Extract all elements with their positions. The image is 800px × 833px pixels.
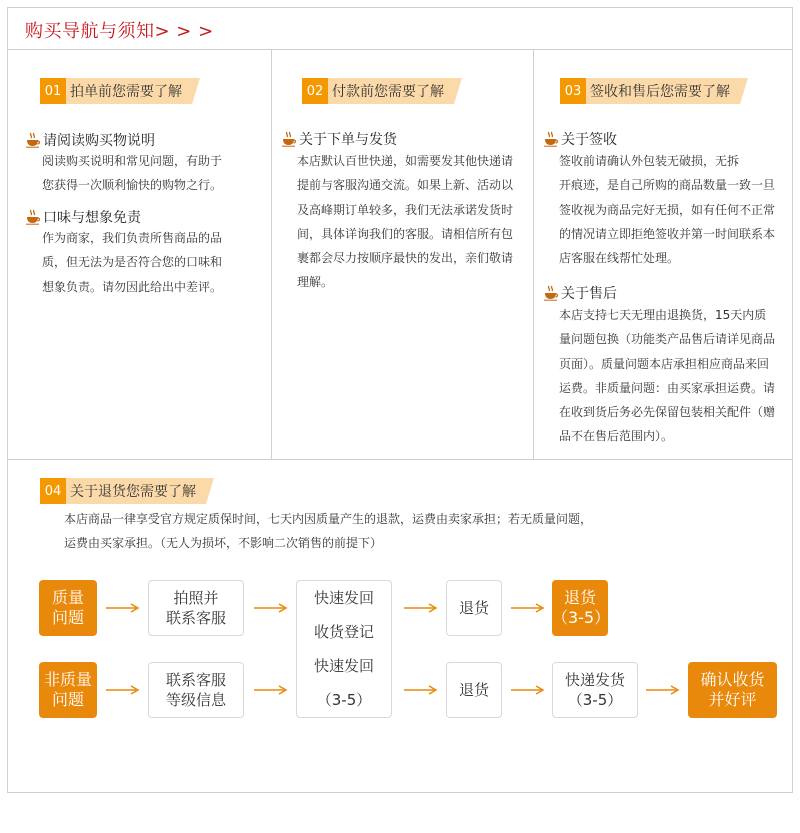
box-label: 退货 <box>458 681 489 699</box>
header-bar <box>8 8 792 50</box>
text-line: 量问题包换（功能类产品售后请详见商品 <box>559 332 776 347</box>
contact-register-box <box>148 662 244 718</box>
text-line: 及高峰期订单较多，我们无法承诺发货时 <box>297 202 514 217</box>
box-label: 联系客服 等级信息 <box>165 671 226 709</box>
text-line: 阅读购买说明和常见问题，有助于 <box>42 154 223 168</box>
text-line: 提前与客服沟通交流。如果上新、活动以 <box>297 178 514 193</box>
column-before-payment <box>272 50 534 460</box>
page-title: 购买导航与须知> > > <box>25 21 214 42</box>
coffee-cup-icon <box>25 209 41 225</box>
ribbon-number: 01 <box>40 78 66 104</box>
ribbon-number: 02 <box>302 78 328 104</box>
text-line: 在收到货后务必先保留包装相关配件（赠 <box>559 405 776 420</box>
box-label: 快速发回 <box>313 657 374 675</box>
ribbon-tail <box>192 78 200 104</box>
section-title: 关于下单与发货 <box>299 132 397 148</box>
refund-box-1 <box>446 580 502 636</box>
section-body <box>559 149 775 270</box>
text-line: 签收前请确认外包装无破损，无拆 <box>559 154 740 168</box>
section-heading <box>543 283 617 303</box>
box-label: 确认收货 并好评 <box>700 670 765 709</box>
text-line: 作为商家，我们负责所售商品的品 <box>42 231 223 245</box>
ribbon-label: 付款前您需要了解 <box>328 78 454 104</box>
refund-box-2 <box>446 662 502 718</box>
box-label: 非质量 问题 <box>43 670 92 709</box>
arrow-right-icon <box>511 685 545 695</box>
section-title: 口味与想象免责 <box>43 210 141 226</box>
arrow-right-icon <box>646 685 680 695</box>
coffee-cup-icon <box>543 285 559 301</box>
return-steps-box <box>296 580 392 718</box>
text-line: 店客服在线帮忙处理。 <box>559 251 680 266</box>
ribbon-03 <box>560 78 748 104</box>
ribbon-tail <box>454 78 462 104</box>
ribbon-label: 签收和售后您需要了解 <box>586 78 740 104</box>
ribbon-label: 关于退货您需要了解 <box>66 478 206 504</box>
ribbon-02 <box>302 78 462 104</box>
text-line: 的情况请立即拒绝签收并第一时间联系本 <box>559 226 776 241</box>
text-line: 运费由买家承担。（无人为损坏，不影响二次销售的前提下） <box>64 536 383 550</box>
ribbon-tail <box>740 78 748 104</box>
text-line: 签收视为商品完好无损，如有任何不正常 <box>559 202 776 217</box>
refund-days-box <box>552 580 611 636</box>
coffee-cup-icon <box>281 131 297 147</box>
arrow-right-icon <box>254 685 288 695</box>
box-label: 收货登记 <box>313 623 374 641</box>
column-before-order <box>8 50 272 460</box>
arrow-right-icon <box>106 685 140 695</box>
arrow-right-icon <box>106 603 140 613</box>
box-label: （3-5） <box>316 691 372 709</box>
ribbon-04 <box>40 478 214 504</box>
text-line: 本店默认百世快递，如需要发其他快递请 <box>297 154 514 168</box>
text-line: 裹都会尽力按顺序最快的发出，亲们敬请 <box>297 251 514 266</box>
coffee-cup-icon <box>543 131 559 147</box>
arrow-right-icon <box>404 685 438 695</box>
box-label: 快速发回 <box>313 589 374 607</box>
section-heading <box>25 207 141 227</box>
section-title: 请阅读购买物说明 <box>43 133 155 149</box>
ribbon-number: 04 <box>40 478 66 504</box>
page-frame <box>7 7 793 793</box>
box-label: 质量 问题 <box>51 588 84 627</box>
box-label: 退货 （3-5） <box>552 588 611 627</box>
text-line: 本店支持七天无理由退换货，15天内质 <box>559 308 767 322</box>
text-line: 运费。非质量问题：由买家承担运费。请 <box>559 380 776 395</box>
non-quality-issue-box <box>39 662 97 718</box>
section-body <box>559 303 775 449</box>
text-line: 您获得一次顺利愉快的购物之行。 <box>42 178 223 193</box>
photo-contact-box <box>148 580 244 636</box>
box-label: 退货 <box>458 599 489 617</box>
section-body <box>297 149 513 295</box>
return-policy-intro <box>64 507 684 555</box>
column-after-sale <box>534 50 792 460</box>
ribbon-number: 03 <box>560 78 586 104</box>
confirm-review-box <box>688 662 777 718</box>
text-line: 理解。 <box>297 275 334 290</box>
text-line: 间，具体详询我们的客服。请相信所有包 <box>297 226 514 241</box>
section-heading <box>281 129 397 149</box>
coffee-cup-icon <box>25 132 41 148</box>
box-label: 快递发货 （3-5） <box>564 671 625 709</box>
section-heading <box>25 130 155 150</box>
text-line: 开痕迹，是自己所购的商品数量一致一旦 <box>559 178 776 193</box>
text-line: 页面）。质量问题本店承担相应商品来回 <box>559 356 770 371</box>
section-heading <box>543 129 617 149</box>
ribbon-tail <box>206 478 214 504</box>
section-body <box>42 226 222 299</box>
arrow-right-icon <box>404 603 438 613</box>
box-label: 拍照并 联系客服 <box>165 589 226 627</box>
text-line: 本店商品一律享受官方规定质保时间，七天内因质量产生的退款，运费由卖家承担；若无质量问题， <box>64 512 593 526</box>
text-line: 质，但无法为是否符合您的口味和 <box>42 255 223 270</box>
ribbon-label: 拍单前您需要了解 <box>66 78 192 104</box>
info-columns <box>8 50 792 460</box>
express-ship-box <box>552 662 638 718</box>
section-body <box>42 149 222 198</box>
text-line: 想象负责。请勿因此给出中差评。 <box>42 279 223 294</box>
ribbon-01 <box>40 78 200 104</box>
text-line: 品不在售后范围内）。 <box>559 429 674 444</box>
arrow-right-icon <box>511 603 545 613</box>
arrow-right-icon <box>254 603 288 613</box>
section-title: 关于签收 <box>561 132 617 148</box>
quality-issue-box <box>39 580 97 636</box>
section-title: 关于售后 <box>561 286 617 302</box>
